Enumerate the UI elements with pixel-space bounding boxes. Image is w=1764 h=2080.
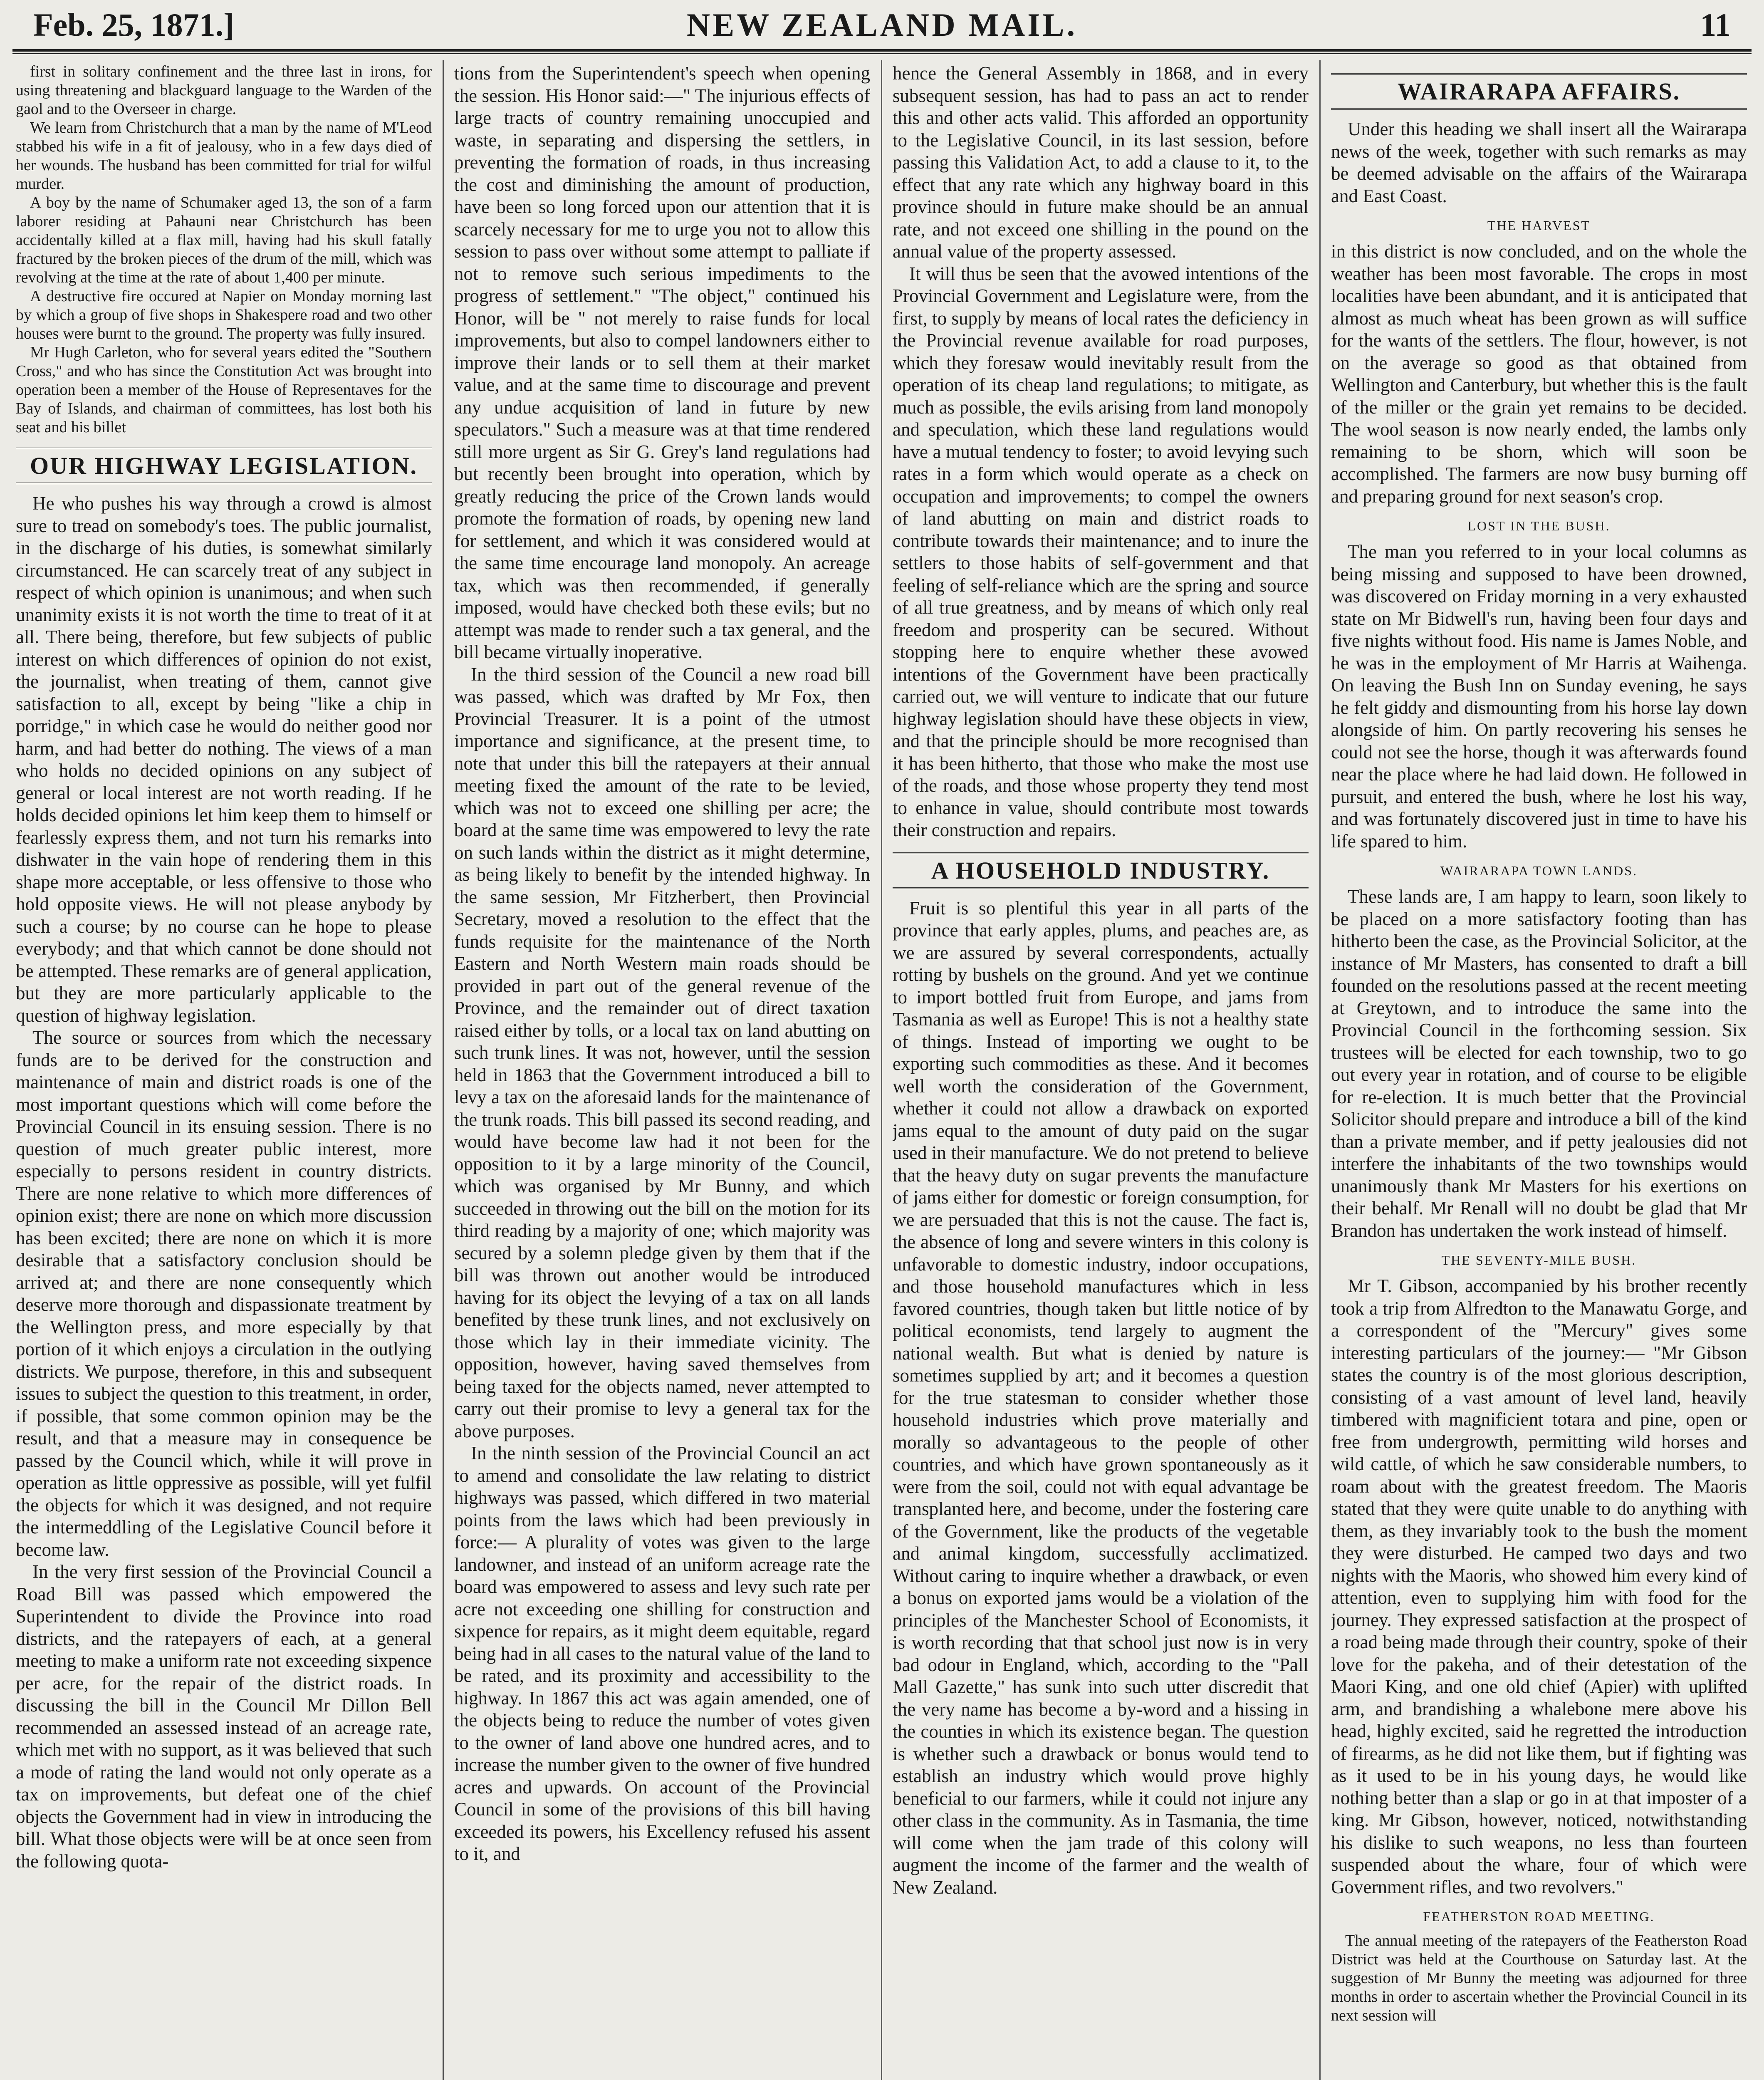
masthead-rule-thin [12, 53, 1752, 54]
article-paragraph: The source or sources from which the necessary funds are to be derived for the construction and maintenance of main and district roads is one of the most important questions which will come before the Provincial Council in its ensuing session. There is no question of much greater public interest, more especially to persons resident in country districts. There are none relative to which more differences of opinion exist; there are none on which more discussion has been excited; there are none on which it is more desirable that a satisfactory conclusion should be arrived at; and there are none consequently which deserve more thorough and dispassionate treatment by the Wellington press, and more especially by that portion of it which enjoys a circulation in the outlying districts. We purpose, therefore, in this and subsequent issues to subject the question to this treatment, in order, if possible, that some common opinion may be the result, and that a measure may in consequence be passed by the Council which, while it will prove in operation as little oppressive as possible, will yet fulfil the objects for which it was designed, and not require the intermeddling of the Legislative Council before it become law. [16, 1027, 432, 1560]
column-3 [893, 62, 1309, 2080]
article-paragraph: In the third session of the Council a new road bill was passed, which was drafted by Mr Fox, then Provincial Treasurer. It is a point of the utmost importance and significance, at the present time, to note that under this bill the ratepayers at their annual meeting fixed the amount of the rate to be levied, which was not to exceed one shilling per acre; the board at the same time was empowered to levy the rate on such lands within the district as it might determine, as being likely to benefit by the intended highway. In the same session, Mr Fitzherbert, then Provincial Secretary, moved a resolution to the effect that the funds requisite for the maintenance of the North Eastern and North Western main roads should be provided in part out of the general revenue of the Province, and the remainder out of direct taxation raised either by tolls, or a local tax on land abutting on such trunk lines. It was not, however, until the session held in 1863 that the Government introduced a bill to levy a tax on the aforesaid lands for the maintenance of the trunk roads. This bill passed its second reading, and would have become law had it not been for the opposition to it by a large minority of the Council, which was organised by Mr Bunny, and which succeeded in throwing out the bill on the motion for its third reading by a majority of one; which majority was secured by a solemn pledge given by them that if the bill was thrown out another would be introduced having for its object the levying of a tax on all lands benefited by these trunk lines, and not exclusively on those which lay in their immediate vicinity. The opposition, however, having saved themselves from being taxed for the objects named, never attempted to carry out their promise to levy a general tax for the above purposes. [454, 664, 870, 1441]
column-1 [16, 62, 432, 2080]
masthead [17, 4, 1747, 46]
section-title: FEATHERSTON ROAD MEETING. [1423, 1909, 1655, 1924]
section-text: Mr T. Gibson, accompanied by his brother recently took a trip from Alfredton to the Manawatu Gorge, and a correspondent of the "Mercury" gives some interesting particulars of the journey:— "Mr Gibson states the country is of the most glorious description, consisting of a vast amount of level land, heavily timbered with magnificient totara and pine, open or free from undergrowth, permitting wild horses and wild cattle, of which he saw considerable numbers, to roam about with the greatest freedom. The Maoris stated that they were quite unable to do anything with them, as they invariably took to the bush the moment they were disturbed. He camped two days and two nights with the Maoris, who showed him every kind of attention, even to supplying him with food for the journey. They expressed satisfaction at the prospect of a road being made through their country, spoke of their love for the pakeha, and of their detestation of the Maori King, and one old chief (Apier) with uplifted arm, and brandishing a whalebone mere above his head, highly excited, said he regretted the introduction of firearms, as he did not like them, but if fighting was as it used to be in his young days, he would like nothing better than a slap or go in at that imposter of a king. Mr Gibson, however, noticed, notwithstanding his dislike to such weapons, no less than fourteen suspended about the whare, four of which were Government rifles, and two revolvers." [1331, 1275, 1747, 1897]
article-paragraph: tions from the Superintendent's speech when opening the session. His Honor said:—" The injurious effects of large tracts of country remaining unoccupied and waste, in separating and dispersing the settlers, in preventing the formation of roads, in thus increasing the cost and diminishing the amount of production, have been so long forced upon our attention that it is scarcely necessary for me to urge you not to allow this session to pass over without some attempt to palliate if not to remove such serious impediments to the progress of settlement." "The object," continued his Honor, will be " not merely to raise funds for local improvements, but also to compel landowners either to improve their lands or to sell them at their market value, and at the same time to discourage and prevent any undue acquisition of land in future by new speculators." Such a measure was at that time rendered still more urgent as Sir G. Grey's land regulations had but recently been brought into operation, which by greatly reducing the price of the Crown lands would promote the formation of roads, by opening new land for settlement, and which it was considered would at the same time encourage land monopoly. An acreage tax, which was then recommended, if generally imposed, would have checked both these evils; but no attempt was made to render such a tax general, and the bill became virtually inoperative. [454, 63, 870, 662]
article-heading-household: A HOUSEHOLD INDUSTRY. [893, 852, 1309, 889]
article-paragraph: It will thus be seen that the avowed intentions of the Provincial Government and Legislature were, from the first, to supply by means of local rates the deficiency in the Provincial revenue available for road purposes, which they foresaw would inevitably result from the operation of its cheap land regulations; to mitigate, as much as possible, the evils arising from land monopoly and speculation, which these land regulations would have a mutual tendency to foster; to avoid levying such rates in a form which would operate as a check on occupation and improvements; to compel the owners of land abutting on main and district roads to contribute towards their maintenance; and to inure the settlers to those habits of self-government and that feeling of self-reliance which are the spring and source of all true greatness, and by means of which only real freedom and prosperity can be secured. Without stopping here to enquire whether these avowed intentions of the Government have been practically carried out, we will venture to indicate that our future highway legislation should have these objects in view, and that the principle should be more recognised than it has been hitherto, that those who make the most use of the roads, and those whose property they tend most to enhance in value, should contribute most towards their construction and repairs. [893, 263, 1309, 840]
article-heading-wairarapa: WAIRARAPA AFFAIRS. [1331, 73, 1747, 110]
section-text: The man you referred to in your local columns as being missing and supposed to have been drowned, was discovered on Friday morning in a very exhausted state on Mr Bidwell's run, having been four days and five nights without food. His name is James Noble, and he was in the employment of Mr Harris at Waihenga. On leaving the Bush Inn on Sunday evening, he says he felt giddy and dismounting from his horse lay down alongside of him. On partly recovering his senses he could not see the horse, though it was afterwards found near the place where he had laid down. He followed in pursuit, and entered the bush, where he lost his way, and was fortunately discovered just in time to have his life spared to him. [1331, 541, 1747, 852]
article-paragraph: In the very first session of the Provincial Council a Road Bill was passed which empowered the Superintendent to divide the Province into road districts, and the ratepayers of each, at a general meeting to make a uniform rate not exceeding sixpence per acre, for the repair of the district roads. In discussing the bill in the Council Mr Dillon Bell recommended an assessed instead of an acreage rate, which met with no support, as it was believed that such a mode of rating the land would not only operate as a tax on improvements, but defeat one of the chief objects the Government had in view in introducing the bill. What those objects were will be at once seen from the following quota- [16, 1561, 432, 1872]
issue-date: Feb. 25, 1871.] [33, 7, 235, 43]
section-text: The annual meeting of the ratepayers of the Featherston Road District was held at the Courthouse on Saturday last. At the suggestion of Mr Bunny the meeting was adjourned for three months in order to ascertain whether the Provincial Council in its next session will [1331, 1932, 1747, 2024]
news-item: A boy by the name of Schumaker aged 13, the son of a farm laborer residing at Pahauni near Christchurch has been accidentally killed at a flax mill, having had his skull fatally fractured by the broken pieces of the drum of the mill, which was revolving at the time at the rate of about 1,400 per minute. [16, 194, 432, 286]
article-paragraph: In the ninth session of the Provincial Council an act to amend and consolidate the law relating to district highways was passed, which differed in two material points from the laws which had been previously in force:— A plurality of votes was given to the large landowner, and instead of an uniform acreage rate the board was empowered to assess and levy such rate per acre not exceeding one shilling for construction and sixpence for repairs, as it might deem equitable, regard being had in all cases to the natural value of the land to be rated, and its proximity and accessibility to the highway. In 1867 this act was again amended, one of the objects being to reduce the number of votes given to the owner of land above one hundred acres, and to increase the number given to the owner of five hundred acres and upwards. On account of the Provincial Council in some of the provisions of this bill having exceeded its powers, his Excellency refused his assent to it, and [454, 1443, 870, 1864]
column-divider [1319, 60, 1321, 2080]
column-divider [881, 60, 882, 2080]
column-divider [443, 60, 444, 2080]
news-item: We learn from Christchurch that a man by the name of M'Leod stabbed his wife in a fit of jealousy, who in a few days died of her wounds. The husband has been committed for trial for wilful murder. [16, 119, 432, 193]
article-heading-highway: OUR HIGHWAY LEGISLATION. [16, 448, 432, 484]
news-item: Mr Hugh Carleton, who for several years edited the "Southern Cross," and who has since the Constitution Act was brought into operation been a member of the House of Representaves for the Bay of Islands, and chairman of committees, has lost both his seat and his billet [16, 344, 432, 436]
section-title: THE HARVEST [1487, 218, 1591, 233]
section-title: WAIRARAPA TOWN LANDS. [1440, 863, 1638, 878]
section-text: These lands are, I am happy to learn, soon likely to be placed on a more satisfactory footing than has hitherto been the case, as the Provincial Solicitor, at the instance of Mr Masters, has consented to draft a bill founded on the resolutions passed at the recent meeting at Greytown, and to introduce the same into the Provincial Council in the forthcoming session. Six trustees will be elected for each township, two to go out every year in rotation, and of course to be eligible for re-election. It is much better that the Provincial Solicitor should prepare and introduce a bill of the kind than a private member, and if petty jealousies did not interfere the inhabitants of the two townships would unanimously thank Mr Masters for his exertions on their behalf. Mr Renall will no doubt be glad that Mr Brandon has undertaken the work instead of himself. [1331, 886, 1747, 1241]
masthead-rule [12, 49, 1752, 52]
news-item: first in solitary confinement and the three last in irons, for using threatening and blackguard language to the Warden of the gaol and to the Overseer in charge. [16, 63, 432, 118]
newspaper-title: NEW ZEALAND MAIL. [686, 7, 1078, 43]
article-paragraph: Fruit is so plentiful this year in all parts of the province that early apples, plums, and peaches are, as we are assured by several correspondents, actually rotting by bushels on the ground. And yet we continue to import bottled fruit from Europe, and jams from Tasmania as well as Europe! This is not a healthy state of things. Instead of importing we ought to be exporting such commodities as these. And it becomes well worth the consideration of the Government, whether it could not allow a drawback on exported jams equal to the amount of duty paid on the sugar used in their manufacture. We do not pretend to believe that the heavy duty on sugar prevents the manufacture of jams either for domestic or foreign consumption, for we are persuaded that this is not the cause. The fact is, the absence of long and severe winters in this colony is unfavorable to domestic industry, indoor occupations, and those household manufactures which in less favored countries, though taken but little notice of by political economists, tend largely to augment the national wealth. But what is denied by nature is sometimes supplied by art; and it becomes a question for the true statesman to consider whether those household industries which prove materially and morally so advantageous to the people of other countries, and which have grown spontaneously as it were from the soil, could not with equal advantage be transplanted here, and become, under the fostering care of the Government, like the products of the vegetable and animal kingdom, successfully acclimatized. Without caring to inquire whether a drawback, or even a bonus on exported jams would be a violation of the principles of the Manchester School of Economists, it is worth recording that that school just now is in very bad odour in England, which, according to the "Pall Mall Gazette," has sunk into such utter discredit that the very name has become a by-word and a hissing in the counties in which its existence began. The question is whether such a drawback or bonus would tend to establish an industry which would prove highly beneficial to our farmers, while it could not injure any other class in the community. As in Tasmania, the time will come when the jam trade of this colony will augment the income of the farmer and the wealth of New Zealand. [893, 897, 1309, 1898]
section-title: THE SEVENTY-MILE BUSH. [1441, 1253, 1637, 1268]
column-4 [1331, 62, 1747, 2080]
column-2 [454, 62, 870, 2080]
section-text: in this district is now concluded, and on the whole the weather has been most favorable. The crops in most localities have been abundant, and it is anticipated that almost as much wheat has been grown as will suffice for the wants of the settlers. The flour, however, is not on the average so good as that obtained from Wellington and Canterbury, but whether this is the fault of the miller or the grain yet remains to be decided. The wool season is now nearly ended, the lambs only remaining to be shorn, which will soon be accomplished. The farmers are now busy burning off and preparing ground for next season's crop. [1331, 241, 1747, 507]
article-paragraph: He who pushes his way through a crowd is almost sure to tread on somebody's toes. The public journalist, in the discharge of his duties, is somewhat similarly circumstanced. He can scarcely treat of any subject in respect of which opinion is unanimous; and when such unanimity exists it is not worth the time to treat of it at all. There being, therefore, but few subjects of public interest on which differences of opinion do not exist, the journalist, when treating of them, cannot give satisfaction to all, except by being "like a chip in porridge," in which case he would do neither good nor harm, and had better do nothing. The views of a man who holds no decided opinions on any subject of general or local interest are not worth reading. If he holds decided opinions let him keep them to himself or fearlessly express them, and not turn his remarks into dishwater in the vain hope of rendering them in this shape more acceptable, or less offensive to those who hold opposite views. He will not please anybody by such a course; by no course can he hope to please everybody; and that which cannot be done should not be attempted. These remarks are of general application, but they are more particularly applicable to the question of highway legislation. [16, 493, 432, 1026]
news-item: A destructive fire occured at Napier on Monday morning last by which a group of five shops in Shakespere road and two other houses were burnt to the ground. The property was fully insured. [16, 287, 432, 342]
article-intro: Under this heading we shall insert all the Wairarapa news of the week, together with such remarks as may be deemed advisable on the affairs of the Wairarapa and East Coast. [1331, 119, 1747, 206]
section-title: LOST IN THE BUSH. [1467, 518, 1611, 533]
page-number: 11 [1700, 7, 1731, 43]
article-paragraph: hence the General Assembly in 1868, and in every subsequent session, has had to pass an act to render this and other acts valid. This afforded an opportunity to the Legislative Council, in its last session, before passing this Validation Act, to add a clause to it, to the effect that any rate which any highway board in this province should in future make should be an annual rate, and not exceed one shilling in the pound on the annual value of the property assessed. [893, 63, 1309, 262]
